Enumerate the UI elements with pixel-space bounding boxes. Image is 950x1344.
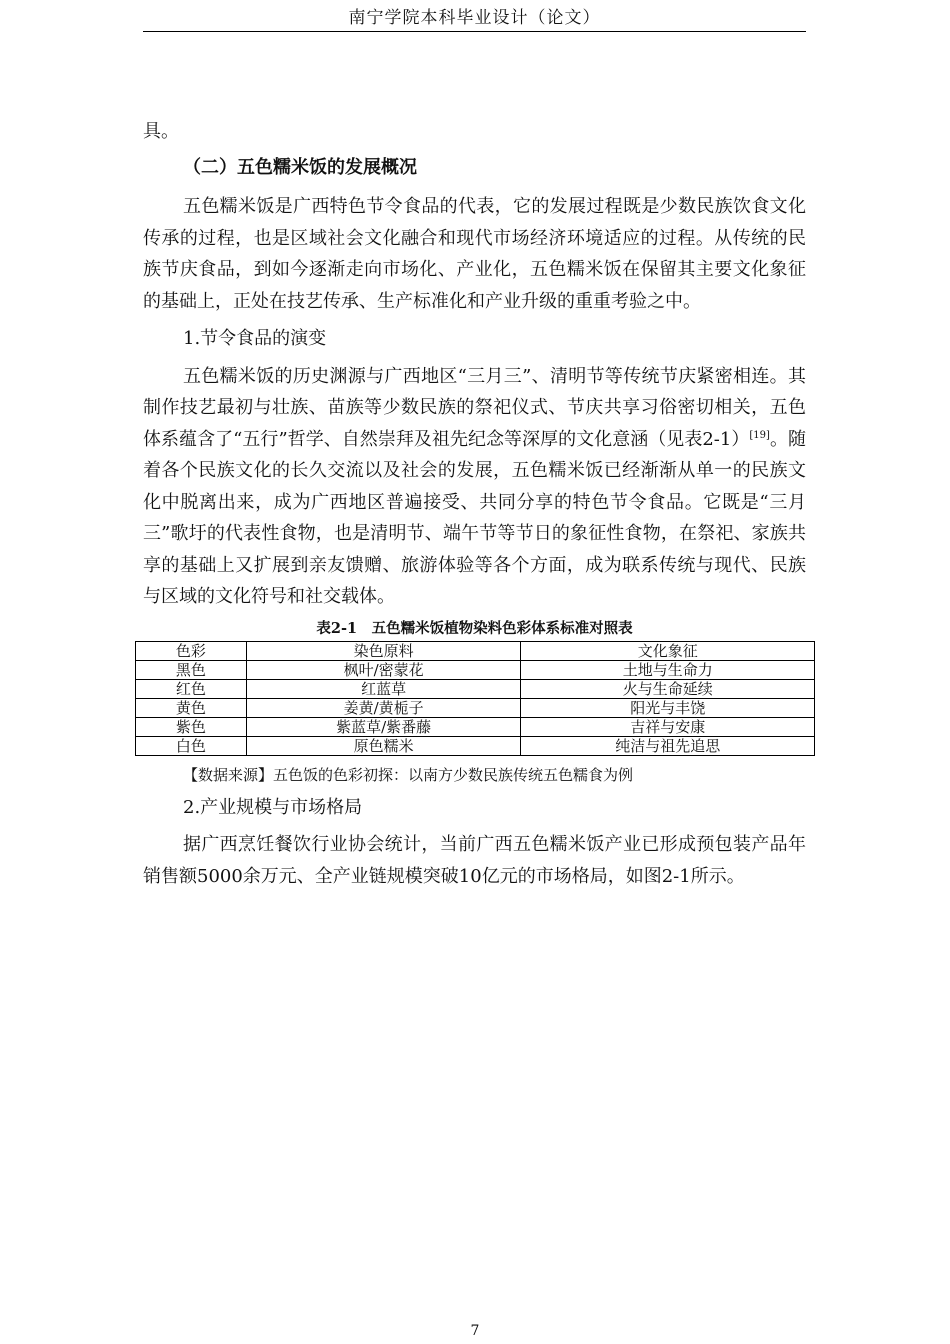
table-cell: 黑色: [136, 660, 247, 679]
table-row: [136, 698, 815, 717]
table-cell: 白色: [136, 736, 247, 755]
page-header-title: 南宁学院本科毕业设计（论文）: [348, 8, 601, 28]
subheading-industry: 2.产业规模与市场格局: [183, 796, 363, 818]
table-cell: 红蓝草: [246, 679, 521, 698]
table-row: [136, 679, 815, 698]
table-cell: 阳光与丰饶: [521, 698, 815, 717]
document-body: [143, 116, 806, 892]
paragraph-industry: 据广西烹饪餐饮行业协会统计，当前广西五色糯米饭产业已形成预包装产品年销售额5000余万元、全产业链规模突破10亿元的市场格局，如图2-1所示。: [143, 834, 806, 887]
table-cell: 红色: [136, 679, 247, 698]
table-cell: 纯洁与祖先追思: [521, 736, 815, 755]
paragraph-evolution-part1: 五色糯米饭的历史渊源与广西地区“三月三”、清明节等传统节庆紧密相连。其制作技艺最初与壮族、苗族等少数民族的祭祀仪式、节庆共享习俗密切相关，五色体系蕴含了“五行”哲学、自然崇拜及祖先纪念等深厚的文化意涵（见表2-1）: [143, 365, 806, 450]
table-row: [136, 717, 815, 736]
table-cell: 吉祥与安康: [521, 717, 815, 736]
section-heading: （二）五色糯米饭的发展概况: [183, 156, 417, 178]
paragraph-evolution-part2: 。随着各个民族文化的长久交流以及社会的发展，五色糯米饭已经渐渐从单一的民族文化中脱离出来，成为广西地区普遍接受、共同分享的特色节令食品。它既是“三月三”歌圩的代表性食物，也是清明节、端午节等节日的象征性食物，在祭祀、家族共享的基础上又扩展到亲友馈赠、旅游体验等各个方面，成为联系传统与现代、民族与区域的文化符号和社交载体。: [143, 428, 806, 607]
header-divider: [143, 31, 806, 32]
table-cell: 枫叶/密蒙花: [246, 660, 521, 679]
table-header-row: [136, 641, 815, 660]
table-header-cell: 色彩: [136, 641, 247, 660]
table-header-cell: 染色原料: [246, 641, 521, 660]
page-number: 7: [470, 1323, 480, 1339]
citation-ref: [19]: [749, 429, 770, 441]
table-cell: 紫蓝草/紫番藤: [246, 717, 521, 736]
table-cell: 黄色: [136, 698, 247, 717]
table-cell: 姜黄/黄栀子: [246, 698, 521, 717]
table-source-note: 【数据来源】五色饭的色彩初探：以南方少数民族传统五色糯食为例: [183, 765, 634, 784]
paragraph-overview: 五色糯米饭是广西特色节令食品的代表，它的发展过程既是少数民族饮食文化传承的过程，也是区域社会文化融合和现代市场经济环境适应的过程。从传统的民族节庆食品，到如今逐渐走向市场化、产业化，五色糯米饭在保留其主要文化象征的基础上，正处在技艺传承、生产标准化和产业升级的重重考验之中。: [143, 196, 806, 312]
table-cell: 土地与生命力: [521, 660, 815, 679]
subheading-evolution: 1.节令食品的演变: [183, 328, 327, 349]
table-caption: 表2-1 五色糯米饭植物染料色彩体系标准对照表: [316, 619, 633, 637]
table-cell: 火与生命延续: [521, 679, 815, 698]
paragraph-evolution: [143, 361, 806, 613]
table-row: [136, 660, 815, 679]
table-cell: 原色糯米: [246, 736, 521, 755]
color-system-table: [135, 641, 815, 756]
paragraph-fragment: 具。: [143, 121, 179, 142]
table-cell: 紫色: [136, 717, 247, 736]
table-header-cell: 文化象征: [521, 641, 815, 660]
table-row: [136, 736, 815, 755]
